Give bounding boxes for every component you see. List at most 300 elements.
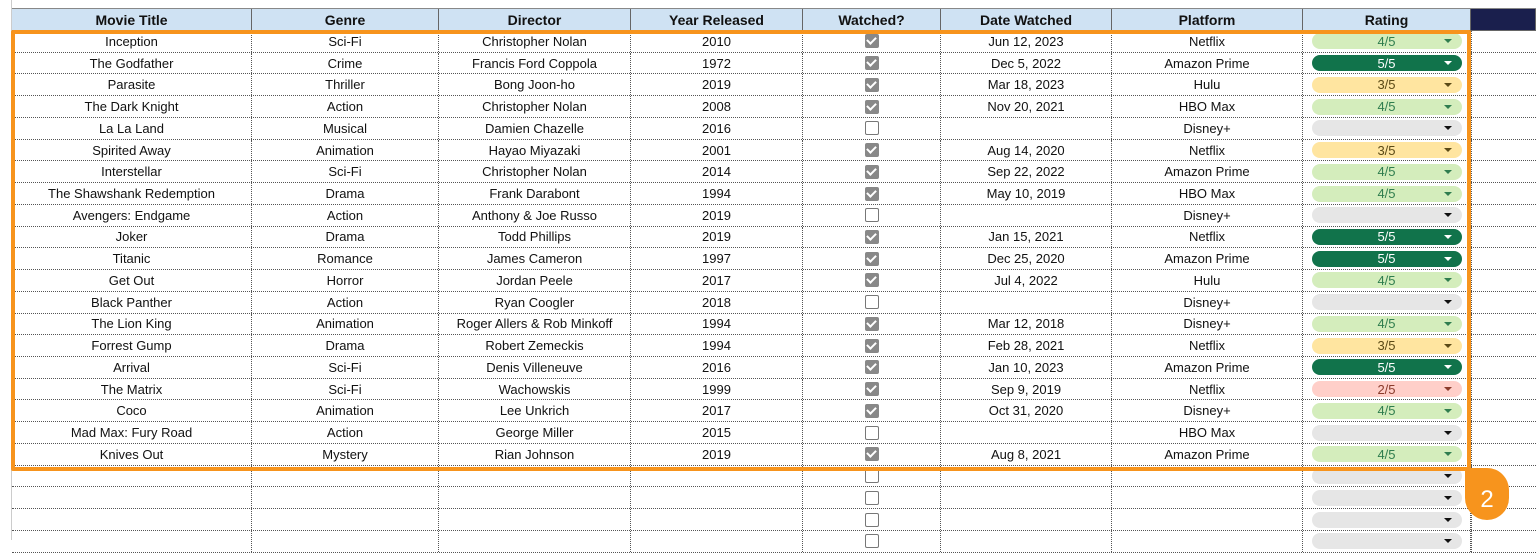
genre-cell[interactable]: Sci-Fi — [252, 31, 439, 52]
empty-cell[interactable] — [1471, 357, 1472, 378]
director-cell[interactable]: Anthony & Joe Russo — [439, 205, 631, 226]
watched-cell[interactable] — [803, 96, 941, 117]
rating-value: 3/5 — [1377, 142, 1396, 158]
platform-cell[interactable] — [1112, 487, 1303, 508]
watched-cell[interactable] — [803, 248, 941, 269]
watched-checkbox[interactable] — [865, 317, 879, 331]
year-cell[interactable]: 1994 — [631, 314, 803, 335]
director-cell[interactable]: Christopher Nolan — [439, 31, 631, 52]
chevron-down-icon — [1444, 496, 1452, 500]
genre-cell[interactable]: Musical — [252, 118, 439, 139]
rating-value: 3/5 — [1377, 77, 1396, 93]
year-cell[interactable]: 2017 — [631, 270, 803, 291]
platform-cell[interactable]: Hulu — [1112, 74, 1303, 95]
rating-dropdown[interactable] — [1312, 120, 1462, 136]
platform-cell[interactable]: Disney+ — [1112, 205, 1303, 226]
watched-cell[interactable] — [803, 444, 941, 465]
title-cell[interactable]: Spirited Away — [12, 140, 252, 161]
rating-dropdown[interactable] — [1312, 55, 1462, 71]
watched-cell[interactable] — [803, 183, 941, 204]
empty-cell[interactable] — [1471, 96, 1472, 117]
rating-value: 4/5 — [1377, 164, 1396, 180]
column-header[interactable]: Movie Title — [12, 9, 252, 30]
platform-cell[interactable]: Netflix — [1112, 140, 1303, 161]
year-cell[interactable]: 2017 — [631, 400, 803, 421]
rating-cell[interactable] — [1303, 140, 1471, 161]
rating-value: 3/5 — [1377, 338, 1396, 354]
watched-cell[interactable] — [803, 227, 941, 248]
empty-cell[interactable] — [1471, 444, 1472, 465]
year-cell[interactable]: 2001 — [631, 140, 803, 161]
date-cell[interactable]: Nov 20, 2021 — [941, 96, 1112, 117]
date-cell[interactable]: Aug 14, 2020 — [941, 140, 1112, 161]
rating-cell[interactable] — [1303, 183, 1471, 204]
rating-cell[interactable] — [1303, 509, 1471, 530]
genre-cell[interactable]: Thriller — [252, 74, 439, 95]
director-cell[interactable]: Frank Darabont — [439, 183, 631, 204]
year-cell[interactable]: 2016 — [631, 118, 803, 139]
watched-cell[interactable] — [803, 292, 941, 313]
date-cell[interactable]: Mar 18, 2023 — [941, 74, 1112, 95]
rating-dropdown[interactable] — [1312, 468, 1462, 484]
genre-cell[interactable]: Mystery — [252, 444, 439, 465]
year-cell[interactable] — [631, 531, 803, 552]
watched-cell[interactable] — [803, 205, 941, 226]
year-cell[interactable]: 1997 — [631, 248, 803, 269]
watched-cell[interactable] — [803, 487, 941, 508]
watched-cell[interactable] — [803, 379, 941, 400]
rating-cell[interactable] — [1303, 74, 1471, 95]
genre-cell[interactable]: Animation — [252, 400, 439, 421]
date-cell[interactable]: Jan 15, 2021 — [941, 227, 1112, 248]
date-cell[interactable]: Sep 9, 2019 — [941, 379, 1112, 400]
genre-cell[interactable]: Romance — [252, 248, 439, 269]
watched-cell[interactable] — [803, 161, 941, 182]
platform-cell[interactable]: Disney+ — [1112, 292, 1303, 313]
watched-checkbox[interactable] — [865, 513, 879, 527]
title-cell[interactable]: Knives Out — [12, 444, 252, 465]
genre-cell[interactable]: Horror — [252, 270, 439, 291]
title-cell[interactable]: Coco — [12, 400, 252, 421]
title-cell[interactable]: Forrest Gump — [12, 335, 252, 356]
director-cell[interactable] — [439, 487, 631, 508]
watched-cell[interactable] — [803, 357, 941, 378]
watched-checkbox[interactable] — [865, 100, 879, 114]
year-cell[interactable]: 2018 — [631, 292, 803, 313]
year-cell[interactable] — [631, 509, 803, 530]
genre-cell[interactable]: Animation — [252, 314, 439, 335]
step-badge: 2 — [1465, 468, 1509, 520]
genre-cell[interactable]: Action — [252, 292, 439, 313]
genre-cell[interactable]: Sci-Fi — [252, 357, 439, 378]
date-cell[interactable]: Aug 8, 2021 — [941, 444, 1112, 465]
rating-cell[interactable] — [1303, 227, 1471, 248]
year-cell[interactable]: 1994 — [631, 183, 803, 204]
genre-cell[interactable]: Drama — [252, 227, 439, 248]
platform-cell[interactable]: HBO Max — [1112, 422, 1303, 443]
rating-cell[interactable] — [1303, 422, 1471, 443]
date-cell[interactable]: Oct 31, 2020 — [941, 400, 1112, 421]
watched-checkbox[interactable] — [865, 534, 879, 548]
watched-checkbox[interactable] — [865, 447, 879, 461]
date-cell[interactable] — [941, 118, 1112, 139]
watched-cell[interactable] — [803, 509, 941, 530]
empty-cell[interactable] — [1471, 270, 1472, 291]
year-cell[interactable]: 2019 — [631, 227, 803, 248]
director-cell[interactable]: Todd Phillips — [439, 227, 631, 248]
director-cell[interactable]: Damien Chazelle — [439, 118, 631, 139]
year-cell[interactable]: 2019 — [631, 205, 803, 226]
empty-cell[interactable] — [1471, 379, 1472, 400]
title-cell[interactable] — [12, 466, 252, 487]
watched-cell[interactable] — [803, 400, 941, 421]
rating-dropdown[interactable] — [1312, 186, 1462, 202]
rating-cell[interactable] — [1303, 118, 1471, 139]
title-cell[interactable]: Avengers: Endgame — [12, 205, 252, 226]
year-cell[interactable]: 2019 — [631, 74, 803, 95]
rating-dropdown[interactable] — [1312, 403, 1462, 419]
title-cell[interactable]: Parasite — [12, 74, 252, 95]
table-row — [12, 248, 1536, 270]
year-cell[interactable]: 2016 — [631, 357, 803, 378]
watched-checkbox[interactable] — [865, 143, 879, 157]
table-row — [12, 74, 1536, 96]
empty-cell[interactable] — [1471, 74, 1472, 95]
rating-dropdown[interactable] — [1312, 229, 1462, 245]
table-row — [12, 335, 1536, 357]
genre-cell[interactable]: Crime — [252, 53, 439, 74]
director-cell[interactable] — [439, 531, 631, 552]
platform-cell[interactable]: HBO Max — [1112, 183, 1303, 204]
date-cell[interactable] — [941, 487, 1112, 508]
title-cell[interactable] — [12, 509, 252, 530]
genre-cell[interactable]: Sci-Fi — [252, 379, 439, 400]
rating-dropdown[interactable] — [1312, 338, 1462, 354]
date-cell[interactable] — [941, 509, 1112, 530]
date-cell[interactable]: Feb 28, 2021 — [941, 335, 1112, 356]
date-cell[interactable]: Mar 12, 2018 — [941, 314, 1112, 335]
director-cell[interactable]: Denis Villeneuve — [439, 357, 631, 378]
genre-cell[interactable]: Drama — [252, 183, 439, 204]
title-cell[interactable]: Joker — [12, 227, 252, 248]
director-cell[interactable]: James Cameron — [439, 248, 631, 269]
watched-checkbox[interactable] — [865, 252, 879, 266]
watched-cell[interactable] — [803, 74, 941, 95]
spreadsheet-grid — [12, 8, 1536, 553]
rating-dropdown[interactable] — [1312, 142, 1462, 158]
column-header[interactable]: Platform — [1112, 9, 1303, 30]
platform-cell[interactable]: Amazon Prime — [1112, 248, 1303, 269]
director-cell[interactable] — [439, 466, 631, 487]
director-cell[interactable] — [439, 509, 631, 530]
genre-cell[interactable]: Action — [252, 422, 439, 443]
director-cell[interactable]: Wachowskis — [439, 379, 631, 400]
title-cell[interactable]: Titanic — [12, 248, 252, 269]
platform-cell[interactable]: Netflix — [1112, 31, 1303, 52]
title-cell[interactable]: Black Panther — [12, 292, 252, 313]
empty-cell[interactable] — [1471, 248, 1472, 269]
rating-cell[interactable] — [1303, 292, 1471, 313]
year-cell[interactable]: 1972 — [631, 53, 803, 74]
rating-dropdown[interactable] — [1312, 359, 1462, 375]
watched-checkbox[interactable] — [865, 230, 879, 244]
empty-cell[interactable] — [1471, 140, 1472, 161]
director-cell[interactable]: Christopher Nolan — [439, 96, 631, 117]
director-cell[interactable]: Christopher Nolan — [439, 161, 631, 182]
empty-cell[interactable] — [1471, 292, 1472, 313]
watched-checkbox[interactable] — [865, 295, 879, 309]
watched-checkbox[interactable] — [865, 426, 879, 440]
watched-cell[interactable] — [803, 466, 941, 487]
watched-checkbox[interactable] — [865, 34, 879, 48]
year-cell[interactable]: 2019 — [631, 444, 803, 465]
date-cell[interactable] — [941, 292, 1112, 313]
platform-cell[interactable]: Disney+ — [1112, 400, 1303, 421]
table-row — [12, 96, 1536, 118]
genre-cell[interactable] — [252, 466, 439, 487]
platform-cell[interactable]: Netflix — [1112, 227, 1303, 248]
watched-cell[interactable] — [803, 270, 941, 291]
empty-cell[interactable] — [1471, 314, 1472, 335]
title-cell[interactable]: The Godfather — [12, 53, 252, 74]
title-cell[interactable]: The Dark Knight — [12, 96, 252, 117]
year-cell[interactable] — [631, 487, 803, 508]
column-header[interactable]: Director — [439, 9, 631, 30]
chevron-down-icon — [1444, 344, 1452, 348]
rating-cell[interactable] — [1303, 31, 1471, 52]
empty-cell[interactable] — [1471, 335, 1472, 356]
director-cell[interactable]: Roger Allers & Rob Minkoff — [439, 314, 631, 335]
rating-cell[interactable] — [1303, 335, 1471, 356]
empty-cell[interactable] — [1471, 531, 1472, 552]
director-cell[interactable]: George Miller — [439, 422, 631, 443]
title-cell[interactable]: Inception — [12, 31, 252, 52]
platform-cell[interactable] — [1112, 531, 1303, 552]
empty-cell[interactable] — [1471, 118, 1472, 139]
title-cell[interactable]: Get Out — [12, 270, 252, 291]
rating-cell[interactable] — [1303, 400, 1471, 421]
genre-cell[interactable] — [252, 487, 439, 508]
rating-dropdown[interactable] — [1312, 446, 1462, 462]
watched-cell[interactable] — [803, 140, 941, 161]
date-cell[interactable]: Dec 25, 2020 — [941, 248, 1112, 269]
title-cell[interactable] — [12, 531, 252, 552]
title-cell[interactable]: The Matrix — [12, 379, 252, 400]
rating-dropdown[interactable] — [1312, 33, 1462, 49]
title-cell[interactable]: The Shawshank Redemption — [12, 183, 252, 204]
watched-checkbox[interactable] — [865, 339, 879, 353]
column-header[interactable]: Date Watched — [941, 9, 1112, 30]
title-cell[interactable]: Mad Max: Fury Road — [12, 422, 252, 443]
header-row — [12, 8, 1536, 31]
title-cell[interactable]: The Lion King — [12, 314, 252, 335]
genre-cell[interactable]: Animation — [252, 140, 439, 161]
date-cell[interactable] — [941, 466, 1112, 487]
platform-cell[interactable]: Netflix — [1112, 379, 1303, 400]
rating-dropdown[interactable] — [1312, 164, 1462, 180]
rating-value: 4/5 — [1377, 272, 1396, 288]
year-cell[interactable]: 1994 — [631, 335, 803, 356]
year-cell[interactable]: 1999 — [631, 379, 803, 400]
genre-cell[interactable]: Action — [252, 205, 439, 226]
rating-cell[interactable] — [1303, 314, 1471, 335]
director-cell[interactable]: Bong Joon-ho — [439, 74, 631, 95]
chevron-down-icon — [1444, 126, 1452, 130]
watched-checkbox[interactable] — [865, 273, 879, 287]
date-cell[interactable]: May 10, 2019 — [941, 183, 1112, 204]
date-cell[interactable] — [941, 531, 1112, 552]
watched-checkbox[interactable] — [865, 165, 879, 179]
rating-dropdown[interactable] — [1312, 533, 1462, 549]
rating-dropdown[interactable] — [1312, 272, 1462, 288]
table-row — [12, 357, 1536, 379]
watched-cell[interactable] — [803, 335, 941, 356]
watched-cell[interactable] — [803, 531, 941, 552]
column-header[interactable]: Rating — [1303, 9, 1471, 30]
rating-cell[interactable] — [1303, 53, 1471, 74]
rating-dropdown[interactable] — [1312, 77, 1462, 93]
rating-value: 5/5 — [1377, 55, 1396, 71]
date-cell[interactable]: Dec 5, 2022 — [941, 53, 1112, 74]
watched-checkbox[interactable] — [865, 121, 879, 135]
year-cell[interactable]: 2008 — [631, 96, 803, 117]
table-row — [12, 205, 1536, 227]
platform-cell[interactable]: Amazon Prime — [1112, 444, 1303, 465]
platform-cell[interactable]: Disney+ — [1112, 118, 1303, 139]
genre-cell[interactable] — [252, 509, 439, 530]
year-cell[interactable]: 2010 — [631, 31, 803, 52]
watched-cell[interactable] — [803, 31, 941, 52]
year-cell[interactable] — [631, 466, 803, 487]
rating-dropdown[interactable] — [1312, 381, 1462, 397]
director-cell[interactable]: Jordan Peele — [439, 270, 631, 291]
title-cell[interactable]: Arrival — [12, 357, 252, 378]
rating-cell[interactable] — [1303, 379, 1471, 400]
rating-cell[interactable] — [1303, 248, 1471, 269]
platform-cell[interactable] — [1112, 466, 1303, 487]
rating-dropdown[interactable] — [1312, 425, 1462, 441]
rating-dropdown[interactable] — [1312, 490, 1462, 506]
title-cell[interactable]: Interstellar — [12, 161, 252, 182]
chevron-down-icon — [1444, 431, 1452, 435]
chevron-down-icon — [1444, 409, 1452, 413]
title-cell[interactable] — [12, 487, 252, 508]
platform-cell[interactable]: Amazon Prime — [1112, 53, 1303, 74]
rating-cell[interactable] — [1303, 531, 1471, 552]
platform-cell[interactable]: HBO Max — [1112, 96, 1303, 117]
rating-cell[interactable] — [1303, 487, 1471, 508]
column-header[interactable]: Genre — [252, 9, 439, 30]
director-cell[interactable]: Hayao Miyazaki — [439, 140, 631, 161]
platform-cell[interactable]: Disney+ — [1112, 314, 1303, 335]
rating-cell[interactable] — [1303, 444, 1471, 465]
year-cell[interactable]: 2014 — [631, 161, 803, 182]
empty-cell[interactable] — [1471, 161, 1472, 182]
date-cell[interactable] — [941, 422, 1112, 443]
director-cell[interactable]: Rian Johnson — [439, 444, 631, 465]
year-cell[interactable]: 2015 — [631, 422, 803, 443]
platform-cell[interactable] — [1112, 509, 1303, 530]
watched-checkbox[interactable] — [865, 491, 879, 505]
director-cell[interactable]: Ryan Coogler — [439, 292, 631, 313]
rating-value: 4/5 — [1377, 403, 1396, 419]
watched-cell[interactable] — [803, 314, 941, 335]
table-row — [12, 400, 1536, 422]
genre-cell[interactable]: Drama — [252, 335, 439, 356]
genre-cell[interactable]: Action — [252, 96, 439, 117]
table-row — [12, 118, 1536, 140]
empty-cell[interactable] — [1471, 31, 1472, 52]
watched-cell[interactable] — [803, 53, 941, 74]
rating-dropdown[interactable] — [1312, 251, 1462, 267]
chevron-down-icon — [1444, 300, 1452, 304]
rating-dropdown[interactable] — [1312, 99, 1462, 115]
table-row — [12, 31, 1536, 53]
table-row — [12, 227, 1536, 249]
platform-cell[interactable]: Netflix — [1112, 335, 1303, 356]
watched-checkbox[interactable] — [865, 187, 879, 201]
watched-checkbox[interactable] — [865, 208, 879, 222]
watched-checkbox[interactable] — [865, 469, 879, 483]
watched-checkbox[interactable] — [865, 360, 879, 374]
empty-cell[interactable] — [1471, 205, 1472, 226]
director-cell[interactable]: Lee Unkrich — [439, 400, 631, 421]
rating-dropdown[interactable] — [1312, 207, 1462, 223]
director-cell[interactable]: Robert Zemeckis — [439, 335, 631, 356]
genre-cell[interactable]: Sci-Fi — [252, 161, 439, 182]
empty-cell[interactable] — [1471, 227, 1472, 248]
chevron-down-icon — [1444, 278, 1452, 282]
rating-cell[interactable] — [1303, 96, 1471, 117]
chevron-down-icon — [1444, 192, 1452, 196]
rating-cell[interactable] — [1303, 270, 1471, 291]
watched-checkbox[interactable] — [865, 56, 879, 70]
watched-cell[interactable] — [803, 422, 941, 443]
watched-cell[interactable] — [803, 118, 941, 139]
director-cell[interactable]: Francis Ford Coppola — [439, 53, 631, 74]
date-cell[interactable]: Jul 4, 2022 — [941, 270, 1112, 291]
genre-cell[interactable] — [252, 531, 439, 552]
rating-cell[interactable] — [1303, 466, 1471, 487]
platform-cell[interactable]: Amazon Prime — [1112, 357, 1303, 378]
date-cell[interactable]: Jan 10, 2023 — [941, 357, 1112, 378]
table-row — [12, 140, 1536, 162]
platform-cell[interactable]: Amazon Prime — [1112, 161, 1303, 182]
rating-cell[interactable] — [1303, 205, 1471, 226]
empty-cell[interactable] — [1471, 183, 1472, 204]
watched-checkbox[interactable] — [865, 404, 879, 418]
watched-checkbox[interactable] — [865, 78, 879, 92]
chevron-down-icon — [1444, 452, 1452, 456]
platform-cell[interactable]: Hulu — [1112, 270, 1303, 291]
chevron-down-icon — [1444, 365, 1452, 369]
title-cell[interactable]: La La Land — [12, 118, 252, 139]
rating-cell[interactable] — [1303, 161, 1471, 182]
column-header[interactable]: Year Released — [631, 9, 803, 30]
rating-cell[interactable] — [1303, 357, 1471, 378]
date-cell[interactable]: Sep 22, 2022 — [941, 161, 1112, 182]
date-cell[interactable]: Jun 12, 2023 — [941, 31, 1112, 52]
empty-cell[interactable] — [1471, 422, 1472, 443]
rating-dropdown[interactable] — [1312, 316, 1462, 332]
rating-dropdown[interactable] — [1312, 294, 1462, 310]
watched-checkbox[interactable] — [865, 382, 879, 396]
rating-dropdown[interactable] — [1312, 512, 1462, 528]
empty-cell[interactable] — [1471, 400, 1472, 421]
empty-cell[interactable] — [1471, 53, 1472, 74]
column-header[interactable]: Watched? — [803, 9, 941, 30]
date-cell[interactable] — [941, 205, 1112, 226]
